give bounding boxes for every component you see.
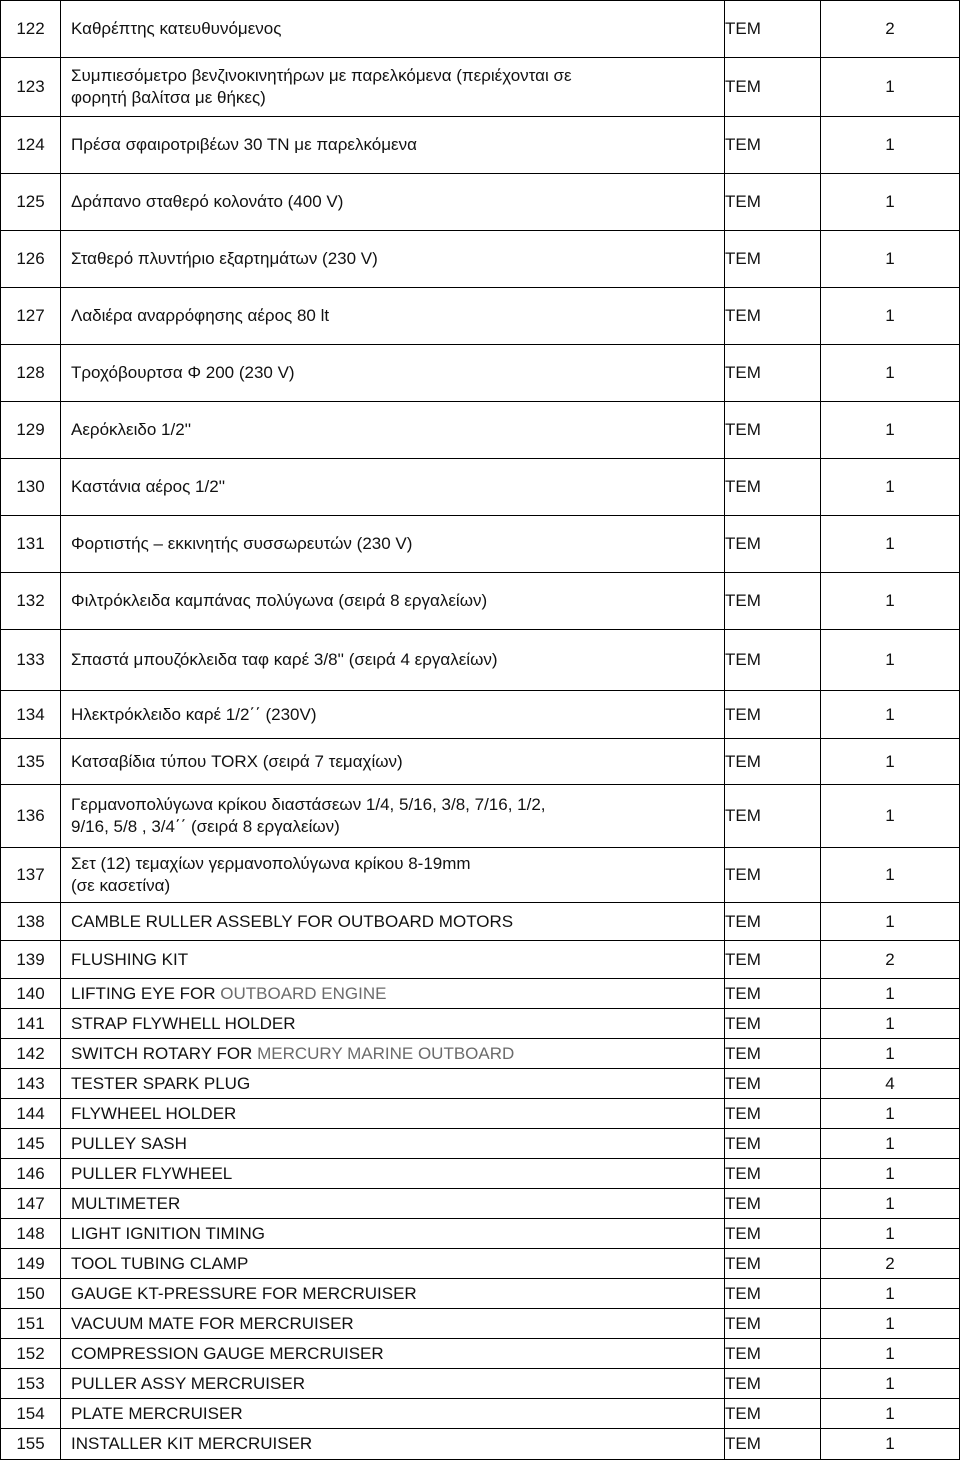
table-row <box>1 941 960 979</box>
item-description-text: Αερόκλειδο 1/2'' <box>71 420 192 439</box>
item-quantity: 1 <box>821 1159 960 1189</box>
table-row <box>1 459 960 516</box>
items-table-body <box>1 1 960 1460</box>
table-row <box>1 1159 960 1189</box>
item-description-text: Λαδιέρα αναρρόφησης αέρος 80 lt <box>71 306 330 325</box>
item-number: 126 <box>1 231 61 288</box>
item-quantity: 1 <box>821 402 960 459</box>
item-description <box>61 459 725 516</box>
table-row <box>1 1369 960 1399</box>
item-unit: ΤΕΜ <box>725 58 821 117</box>
item-description <box>61 402 725 459</box>
table-row <box>1 630 960 691</box>
item-description-text: Δράπανο σταθερό κολονάτο (400 V) <box>71 192 344 211</box>
item-unit: ΤΕΜ <box>725 1249 821 1279</box>
item-description-text: Καθρέπτης κατευθυνόμενος <box>71 19 282 38</box>
item-description <box>61 941 725 979</box>
item-quantity: 1 <box>821 691 960 739</box>
item-unit: ΤΕΜ <box>725 1369 821 1399</box>
item-quantity: 1 <box>821 1189 960 1219</box>
item-number: 151 <box>1 1309 61 1339</box>
item-description-text: Σταθερό πλυντήριο εξαρτημάτων (230 V) <box>71 249 378 268</box>
item-number: 155 <box>1 1429 61 1460</box>
item-description <box>61 1069 725 1099</box>
table-row <box>1 739 960 785</box>
item-description-text: PULLER ASSY MERCRUISER <box>71 1373 305 1393</box>
item-description-line2: (σε κασετίνα) <box>71 876 171 895</box>
table-row <box>1 117 960 174</box>
item-unit: ΤΕΜ <box>725 1069 821 1099</box>
item-description-text: Τροχόβουρτσα Φ 200 (230 V) <box>71 363 295 382</box>
item-description <box>61 1009 725 1039</box>
item-description <box>61 1039 725 1069</box>
item-description-text: Φιλτρόκλειδα καμπάνας πολύγωνα (σειρά 8 εργαλείων) <box>71 591 488 610</box>
item-description <box>61 691 725 739</box>
item-description <box>61 1279 725 1309</box>
item-number: 138 <box>1 903 61 941</box>
table-row <box>1 288 960 345</box>
item-description-text: SWITCH ROTARY FOR <box>71 1043 258 1063</box>
table-row <box>1 174 960 231</box>
table-row <box>1 1069 960 1099</box>
item-unit: ΤΕΜ <box>725 117 821 174</box>
item-number: 125 <box>1 174 61 231</box>
item-description <box>61 1189 725 1219</box>
item-description-text: PULLEY SASH <box>71 1133 187 1153</box>
item-description-grey-text: OUTBOARD ENGINE <box>220 983 387 1003</box>
item-description-text: Κατσαβίδια τύπου TORX (σειρά 7 τεμαχίων) <box>71 751 403 771</box>
item-number: 144 <box>1 1099 61 1129</box>
item-quantity: 1 <box>821 345 960 402</box>
item-unit: ΤΕΜ <box>725 785 821 848</box>
table-row <box>1 231 960 288</box>
item-unit: ΤΕΜ <box>725 573 821 630</box>
table-row <box>1 691 960 739</box>
item-quantity: 1 <box>821 231 960 288</box>
item-quantity: 1 <box>821 459 960 516</box>
item-description <box>61 1 725 58</box>
item-unit: ΤΕΜ <box>725 288 821 345</box>
item-unit: ΤΕΜ <box>725 941 821 979</box>
item-number: 131 <box>1 516 61 573</box>
item-description-text: STRAP FLYWHELL HOLDER <box>71 1013 296 1033</box>
item-quantity: 1 <box>821 174 960 231</box>
item-quantity: 1 <box>821 630 960 691</box>
item-description <box>61 345 725 402</box>
item-number: 153 <box>1 1369 61 1399</box>
item-description-text: LIFTING EYE FOR <box>71 983 221 1003</box>
item-quantity: 1 <box>821 785 960 848</box>
item-description <box>61 573 725 630</box>
item-number: 149 <box>1 1249 61 1279</box>
item-description-text: INSTALLER KIT MERCRUISER <box>71 1434 313 1453</box>
item-description <box>61 1099 725 1129</box>
item-number: 127 <box>1 288 61 345</box>
item-quantity: 1 <box>821 1399 960 1429</box>
item-unit: ΤΕΜ <box>725 402 821 459</box>
item-unit: ΤΕΜ <box>725 848 821 903</box>
item-description-text: TOOL TUBING CLAMP <box>71 1253 249 1273</box>
item-description-text: Σετ (12) τεμαχίων γερμανοπολύγωνα κρίκου 8-19mm <box>71 854 471 873</box>
item-number: 124 <box>1 117 61 174</box>
table-row <box>1 402 960 459</box>
table-row <box>1 1249 960 1279</box>
item-unit: ΤΕΜ <box>725 1129 821 1159</box>
item-description-text: Συμπιεσόμετρο βενζινοκινητήρων με παρελκόμενα (περιέχονται σε <box>71 66 572 85</box>
item-unit: ΤΕΜ <box>725 1309 821 1339</box>
item-quantity: 1 <box>821 1099 960 1129</box>
item-number: 145 <box>1 1129 61 1159</box>
item-number: 129 <box>1 402 61 459</box>
item-description <box>61 1129 725 1159</box>
item-quantity: 2 <box>821 1 960 58</box>
item-number: 133 <box>1 630 61 691</box>
item-number: 137 <box>1 848 61 903</box>
item-description-text: CAMBLE RULLER ASSEBLY FOR OUTBOARD MOTORS <box>71 911 514 931</box>
table-row <box>1 1009 960 1039</box>
item-quantity: 1 <box>821 288 960 345</box>
item-description <box>61 739 725 785</box>
item-description-text: GAUGE KT-PRESSURE FOR MERCRUISER <box>71 1283 417 1303</box>
item-quantity: 1 <box>821 516 960 573</box>
item-unit: ΤΕΜ <box>725 1039 821 1069</box>
item-unit: ΤΕΜ <box>725 1009 821 1039</box>
item-number: 148 <box>1 1219 61 1249</box>
item-description-text: TESTER SPARK PLUG <box>71 1073 251 1093</box>
item-description <box>61 58 725 117</box>
table-row <box>1 1219 960 1249</box>
item-description <box>61 1159 725 1189</box>
item-number: 128 <box>1 345 61 402</box>
item-quantity: 1 <box>821 1339 960 1369</box>
item-unit: ΤΕΜ <box>725 903 821 941</box>
item-quantity: 1 <box>821 58 960 117</box>
item-quantity: 1 <box>821 1009 960 1039</box>
item-description-text: Ηλεκτρόκλειδο καρέ 1/2΄΄ (230V) <box>71 704 317 724</box>
item-description-text: Σπαστά μπουζόκλειδα ταφ καρέ 3/8'' (σειρά 4 εργαλείων) <box>71 650 498 669</box>
item-quantity: 1 <box>821 1309 960 1339</box>
item-description <box>61 516 725 573</box>
item-description-text: PULLER FLYWHEEL <box>71 1163 233 1183</box>
table-row <box>1 1 960 58</box>
item-description <box>61 1309 725 1339</box>
item-quantity: 4 <box>821 1069 960 1099</box>
item-description-text: COMPRESSION GAUGE MERCRUISER <box>71 1343 384 1363</box>
table-row <box>1 1129 960 1159</box>
item-description-text: PLATE MERCRUISER <box>71 1403 243 1423</box>
item-description <box>61 1369 725 1399</box>
item-description-text: VACUUM MATE FOR MERCRUISER <box>71 1313 354 1333</box>
item-number: 142 <box>1 1039 61 1069</box>
item-number: 150 <box>1 1279 61 1309</box>
item-unit: ΤΕΜ <box>725 459 821 516</box>
item-quantity: 1 <box>821 739 960 785</box>
item-quantity: 1 <box>821 117 960 174</box>
item-unit: ΤΕΜ <box>725 174 821 231</box>
item-description-line2: φορητή βαλίτσα με θήκες) <box>71 88 266 107</box>
item-unit: ΤΕΜ <box>725 516 821 573</box>
table-row <box>1 58 960 117</box>
item-unit: ΤΕΜ <box>725 231 821 288</box>
item-unit: ΤΕΜ <box>725 979 821 1009</box>
item-quantity: 1 <box>821 1279 960 1309</box>
item-description <box>61 785 725 848</box>
item-description-text: Καστάνια αέρος 1/2'' <box>71 477 226 496</box>
item-number: 139 <box>1 941 61 979</box>
item-description <box>61 630 725 691</box>
item-description-grey-text: MERCURY MARINE OUTBOARD <box>257 1043 515 1063</box>
item-description <box>61 288 725 345</box>
table-row <box>1 345 960 402</box>
item-unit: ΤΕΜ <box>725 691 821 739</box>
item-number: 134 <box>1 691 61 739</box>
item-description-text: Φορτιστής – εκκινητής συσσωρευτών (230 V) <box>71 534 413 553</box>
item-unit: ΤΕΜ <box>725 1279 821 1309</box>
item-unit: ΤΕΜ <box>725 630 821 691</box>
item-unit: ΤΕΜ <box>725 345 821 402</box>
table-row <box>1 785 960 848</box>
item-description <box>61 848 725 903</box>
item-number: 146 <box>1 1159 61 1189</box>
item-number: 152 <box>1 1339 61 1369</box>
table-row <box>1 1039 960 1069</box>
item-quantity: 2 <box>821 1249 960 1279</box>
item-number: 130 <box>1 459 61 516</box>
item-unit: ΤΕΜ <box>725 1159 821 1189</box>
item-description-text: FLYWHEEL HOLDER <box>71 1103 237 1123</box>
item-description <box>61 174 725 231</box>
item-quantity: 1 <box>821 1039 960 1069</box>
item-description <box>61 231 725 288</box>
item-unit: ΤΕΜ <box>725 1339 821 1369</box>
table-row <box>1 903 960 941</box>
item-unit: ΤΕΜ <box>725 1429 821 1460</box>
item-description-text: FLUSHING KIT <box>71 949 189 969</box>
item-description <box>61 1219 725 1249</box>
table-row <box>1 573 960 630</box>
item-description <box>61 117 725 174</box>
item-unit: ΤΕΜ <box>725 1099 821 1129</box>
item-description <box>61 1249 725 1279</box>
table-row <box>1 516 960 573</box>
table-row <box>1 1189 960 1219</box>
item-quantity: 1 <box>821 1429 960 1460</box>
item-number: 154 <box>1 1399 61 1429</box>
item-quantity: 1 <box>821 979 960 1009</box>
item-description <box>61 1429 725 1460</box>
item-number: 132 <box>1 573 61 630</box>
item-number: 147 <box>1 1189 61 1219</box>
item-description <box>61 979 725 1009</box>
item-number: 123 <box>1 58 61 117</box>
item-description-text: MULTIMETER <box>71 1193 181 1213</box>
item-number: 143 <box>1 1069 61 1099</box>
table-row <box>1 1099 960 1129</box>
item-description-text: LIGHT IGNITION TIMING <box>71 1223 265 1243</box>
table-row <box>1 979 960 1009</box>
item-unit: ΤΕΜ <box>725 1399 821 1429</box>
item-quantity: 2 <box>821 941 960 979</box>
item-quantity: 1 <box>821 848 960 903</box>
item-number: 140 <box>1 979 61 1009</box>
item-description-text: Γερμανοπολύγωνα κρίκου διαστάσεων 1/4, 5/16, 3/8, 7/16, 1/2, <box>71 795 546 814</box>
item-quantity: 1 <box>821 903 960 941</box>
item-unit: ΤΕΜ <box>725 1 821 58</box>
table-row <box>1 1399 960 1429</box>
item-description <box>61 1339 725 1369</box>
item-quantity: 1 <box>821 573 960 630</box>
item-quantity: 1 <box>821 1219 960 1249</box>
table-row <box>1 848 960 903</box>
item-description-line2: 9/16, 5/8 , 3/4΄΄ (σειρά 8 εργαλείων) <box>71 817 340 836</box>
item-number: 122 <box>1 1 61 58</box>
table-row <box>1 1309 960 1339</box>
item-quantity: 1 <box>821 1369 960 1399</box>
item-unit: ΤΕΜ <box>725 1219 821 1249</box>
table-row <box>1 1339 960 1369</box>
table-row <box>1 1429 960 1460</box>
item-number: 135 <box>1 739 61 785</box>
item-quantity: 1 <box>821 1129 960 1159</box>
item-number: 141 <box>1 1009 61 1039</box>
item-description <box>61 903 725 941</box>
item-description <box>61 1399 725 1429</box>
item-description-text: Πρέσα σφαιροτριβέων 30 ΤΝ με παρελκόμενα <box>71 135 417 154</box>
item-unit: ΤΕΜ <box>725 739 821 785</box>
item-unit: ΤΕΜ <box>725 1189 821 1219</box>
item-number: 136 <box>1 785 61 848</box>
table-row <box>1 1279 960 1309</box>
